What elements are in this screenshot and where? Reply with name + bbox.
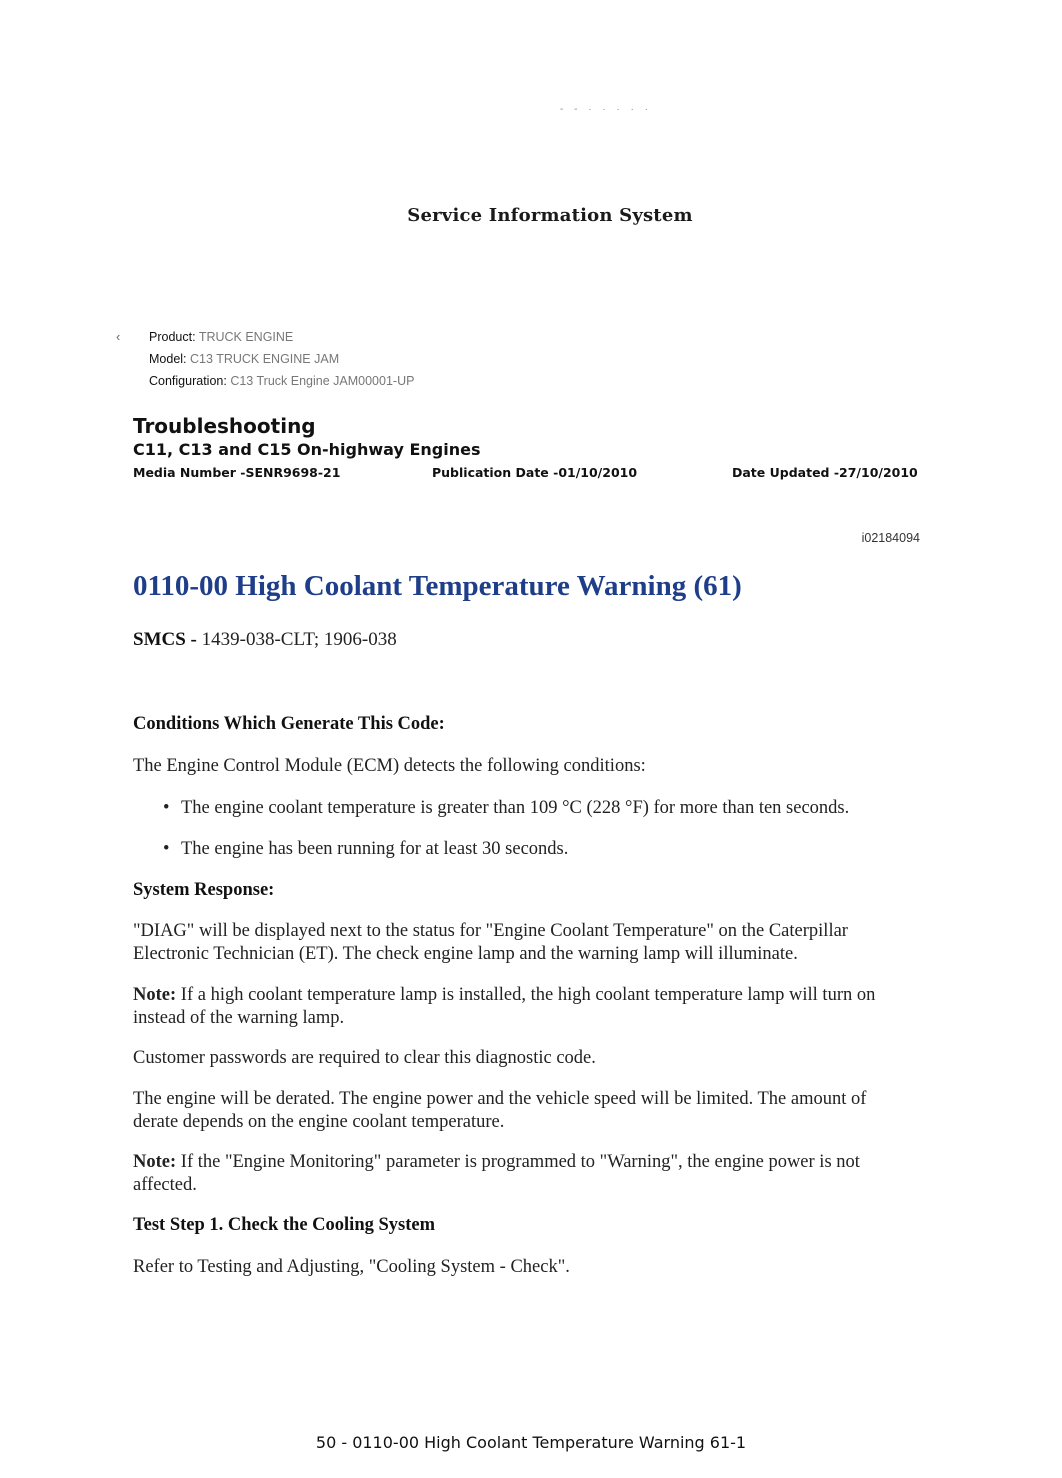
note-text: If a high coolant temperature lamp is installed, the high coolant temperature lamp will turn on instead of the warning lamp. xyxy=(133,985,876,1028)
document-subtitle: C11, C13 and C15 On-highway Engines xyxy=(133,440,481,459)
configuration-label: Configuration: xyxy=(149,374,227,388)
derate-paragraph: The engine will be derated. The engine power and the vehicle speed will be limited. The amount of derate depends on the engine coolant temperature. xyxy=(133,1089,867,1132)
conditions-heading: Conditions Which Generate This Code: xyxy=(133,714,445,734)
bullet-icon: • xyxy=(163,798,170,818)
bullet-icon: • xyxy=(163,839,170,859)
smcs-line xyxy=(133,629,397,651)
model-label: Model: xyxy=(149,352,187,366)
chevron-left-icon[interactable]: ‹ xyxy=(116,329,121,344)
response-heading: System Response: xyxy=(133,880,275,900)
bullet-text: The engine coolant temperature is greater than 109 °C (228 °F) for more than ten seconds. xyxy=(181,798,850,818)
date-updated: Date Updated -27/10/2010 xyxy=(732,465,918,480)
meta-model-row xyxy=(133,352,339,366)
article-title: 0110-00 High Coolant Temperature Warning (61) xyxy=(133,570,742,602)
publication-date: Publication Date -01/10/2010 xyxy=(432,465,638,480)
document-title: Troubleshooting xyxy=(133,414,316,438)
note-label: Note: xyxy=(133,985,177,1005)
conditions-intro: The Engine Control Module (ECM) detects the following conditions: xyxy=(133,756,646,776)
note-paragraph xyxy=(133,984,913,1029)
list-item xyxy=(163,797,849,820)
smcs-label: SMCS - xyxy=(133,629,197,650)
model-value: C13 TRUCK ENGINE JAM xyxy=(190,352,340,366)
header-marks: - - · · · · · xyxy=(560,104,652,115)
product-value: TRUCK ENGINE xyxy=(198,330,294,344)
response-paragraph: "DIAG" will be displayed next to the status for "Engine Coolant Temperature" on the Caterpillar Electronic Technician (ET). The check engine lamp and the warning lamp will illuminate. xyxy=(133,921,848,964)
system-title: Service Information System xyxy=(407,205,693,226)
document-id: i02184094 xyxy=(861,531,920,545)
test-step-text: Refer to Testing and Adjusting, "Cooling System - Check". xyxy=(133,1257,570,1277)
configuration-value: C13 Truck Engine JAM00001-UP xyxy=(230,374,415,388)
list-item xyxy=(163,838,568,861)
note-text: If the "Engine Monitoring" parameter is programmed to "Warning", the engine power is not affected. xyxy=(133,1152,860,1195)
meta-configuration-row xyxy=(133,374,414,388)
page-footer: 50 - 0110-00 High Coolant Temperature Warning 61-1 xyxy=(315,1433,747,1452)
smcs-value: 1439-038-CLT; 1906-038 xyxy=(201,629,397,650)
meta-product-row xyxy=(116,329,294,344)
test-step-heading: Test Step 1. Check the Cooling System xyxy=(133,1215,436,1235)
media-number: Media Number -SENR9698-21 xyxy=(133,465,341,480)
bullet-text: The engine has been running for at least 30 seconds. xyxy=(181,839,569,859)
note-paragraph xyxy=(133,1151,913,1196)
note-label: Note: xyxy=(133,1152,177,1172)
product-label: Product: xyxy=(149,330,196,344)
passwords-paragraph: Customer passwords are required to clear this diagnostic code. xyxy=(133,1048,596,1068)
